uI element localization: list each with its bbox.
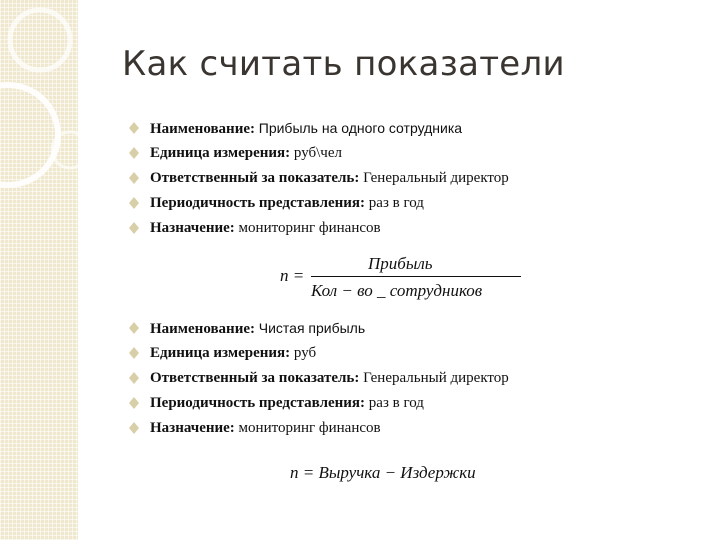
decorative-side-panel xyxy=(0,0,78,540)
indicator-2-list xyxy=(128,316,509,441)
list-item xyxy=(128,216,509,241)
formula-lhs: n = xyxy=(280,266,305,285)
item-key: Единица измерения: xyxy=(150,145,291,161)
bullet-icon xyxy=(128,172,140,184)
bullet-icon xyxy=(128,397,140,409)
item-value: раз в год xyxy=(368,195,424,211)
decorative-circles xyxy=(0,0,78,540)
item-key: Наименование: xyxy=(150,321,255,337)
item-key: Единица измерения: xyxy=(150,345,291,361)
list-item xyxy=(128,166,509,191)
item-key: Ответственный за показатель: xyxy=(150,370,360,386)
list-item xyxy=(128,341,509,366)
item-key: Ответственный за показатель: xyxy=(150,170,360,186)
list-item xyxy=(128,416,509,441)
item-key: Периодичность представления: xyxy=(150,195,366,211)
bullet-icon xyxy=(128,347,140,359)
fraction-bar xyxy=(311,276,521,277)
item-value: Генеральный директор xyxy=(363,370,509,386)
list-item xyxy=(128,316,509,341)
item-value: Чистая прибыль xyxy=(258,320,366,336)
list-item xyxy=(128,366,509,391)
list-item xyxy=(128,191,509,216)
list-item xyxy=(128,391,509,416)
bullet-icon xyxy=(128,422,140,434)
bullet-icon xyxy=(128,372,140,384)
formula-denominator: Кол − во _ сотрудников xyxy=(311,281,483,300)
item-key: Наименование: xyxy=(150,121,255,137)
item-value: руб xyxy=(293,345,317,361)
bullet-icon xyxy=(128,147,140,159)
item-value: мониторинг финансов xyxy=(238,420,381,436)
formula-numerator: Прибыль xyxy=(368,254,433,273)
list-item xyxy=(128,116,509,141)
item-value: раз в год xyxy=(368,395,424,411)
item-value: мониторинг финансов xyxy=(238,220,381,236)
formula-net-profit: n = Выручка − Издержки xyxy=(290,463,476,482)
bullet-icon xyxy=(128,197,140,209)
item-value: Генеральный директор xyxy=(363,170,509,186)
item-key: Периодичность представления: xyxy=(150,395,366,411)
item-value: Прибыль на одного сотрудника xyxy=(258,120,463,136)
item-key: Назначение: xyxy=(150,220,235,236)
bullet-icon xyxy=(128,122,140,134)
item-value: руб\чел xyxy=(293,145,342,161)
item-key: Назначение: xyxy=(150,420,235,436)
list-item xyxy=(128,141,509,166)
indicator-1-list xyxy=(128,116,509,241)
bullet-icon xyxy=(128,222,140,234)
slide-title: Как считать показатели xyxy=(122,44,565,84)
bullet-icon xyxy=(128,322,140,334)
